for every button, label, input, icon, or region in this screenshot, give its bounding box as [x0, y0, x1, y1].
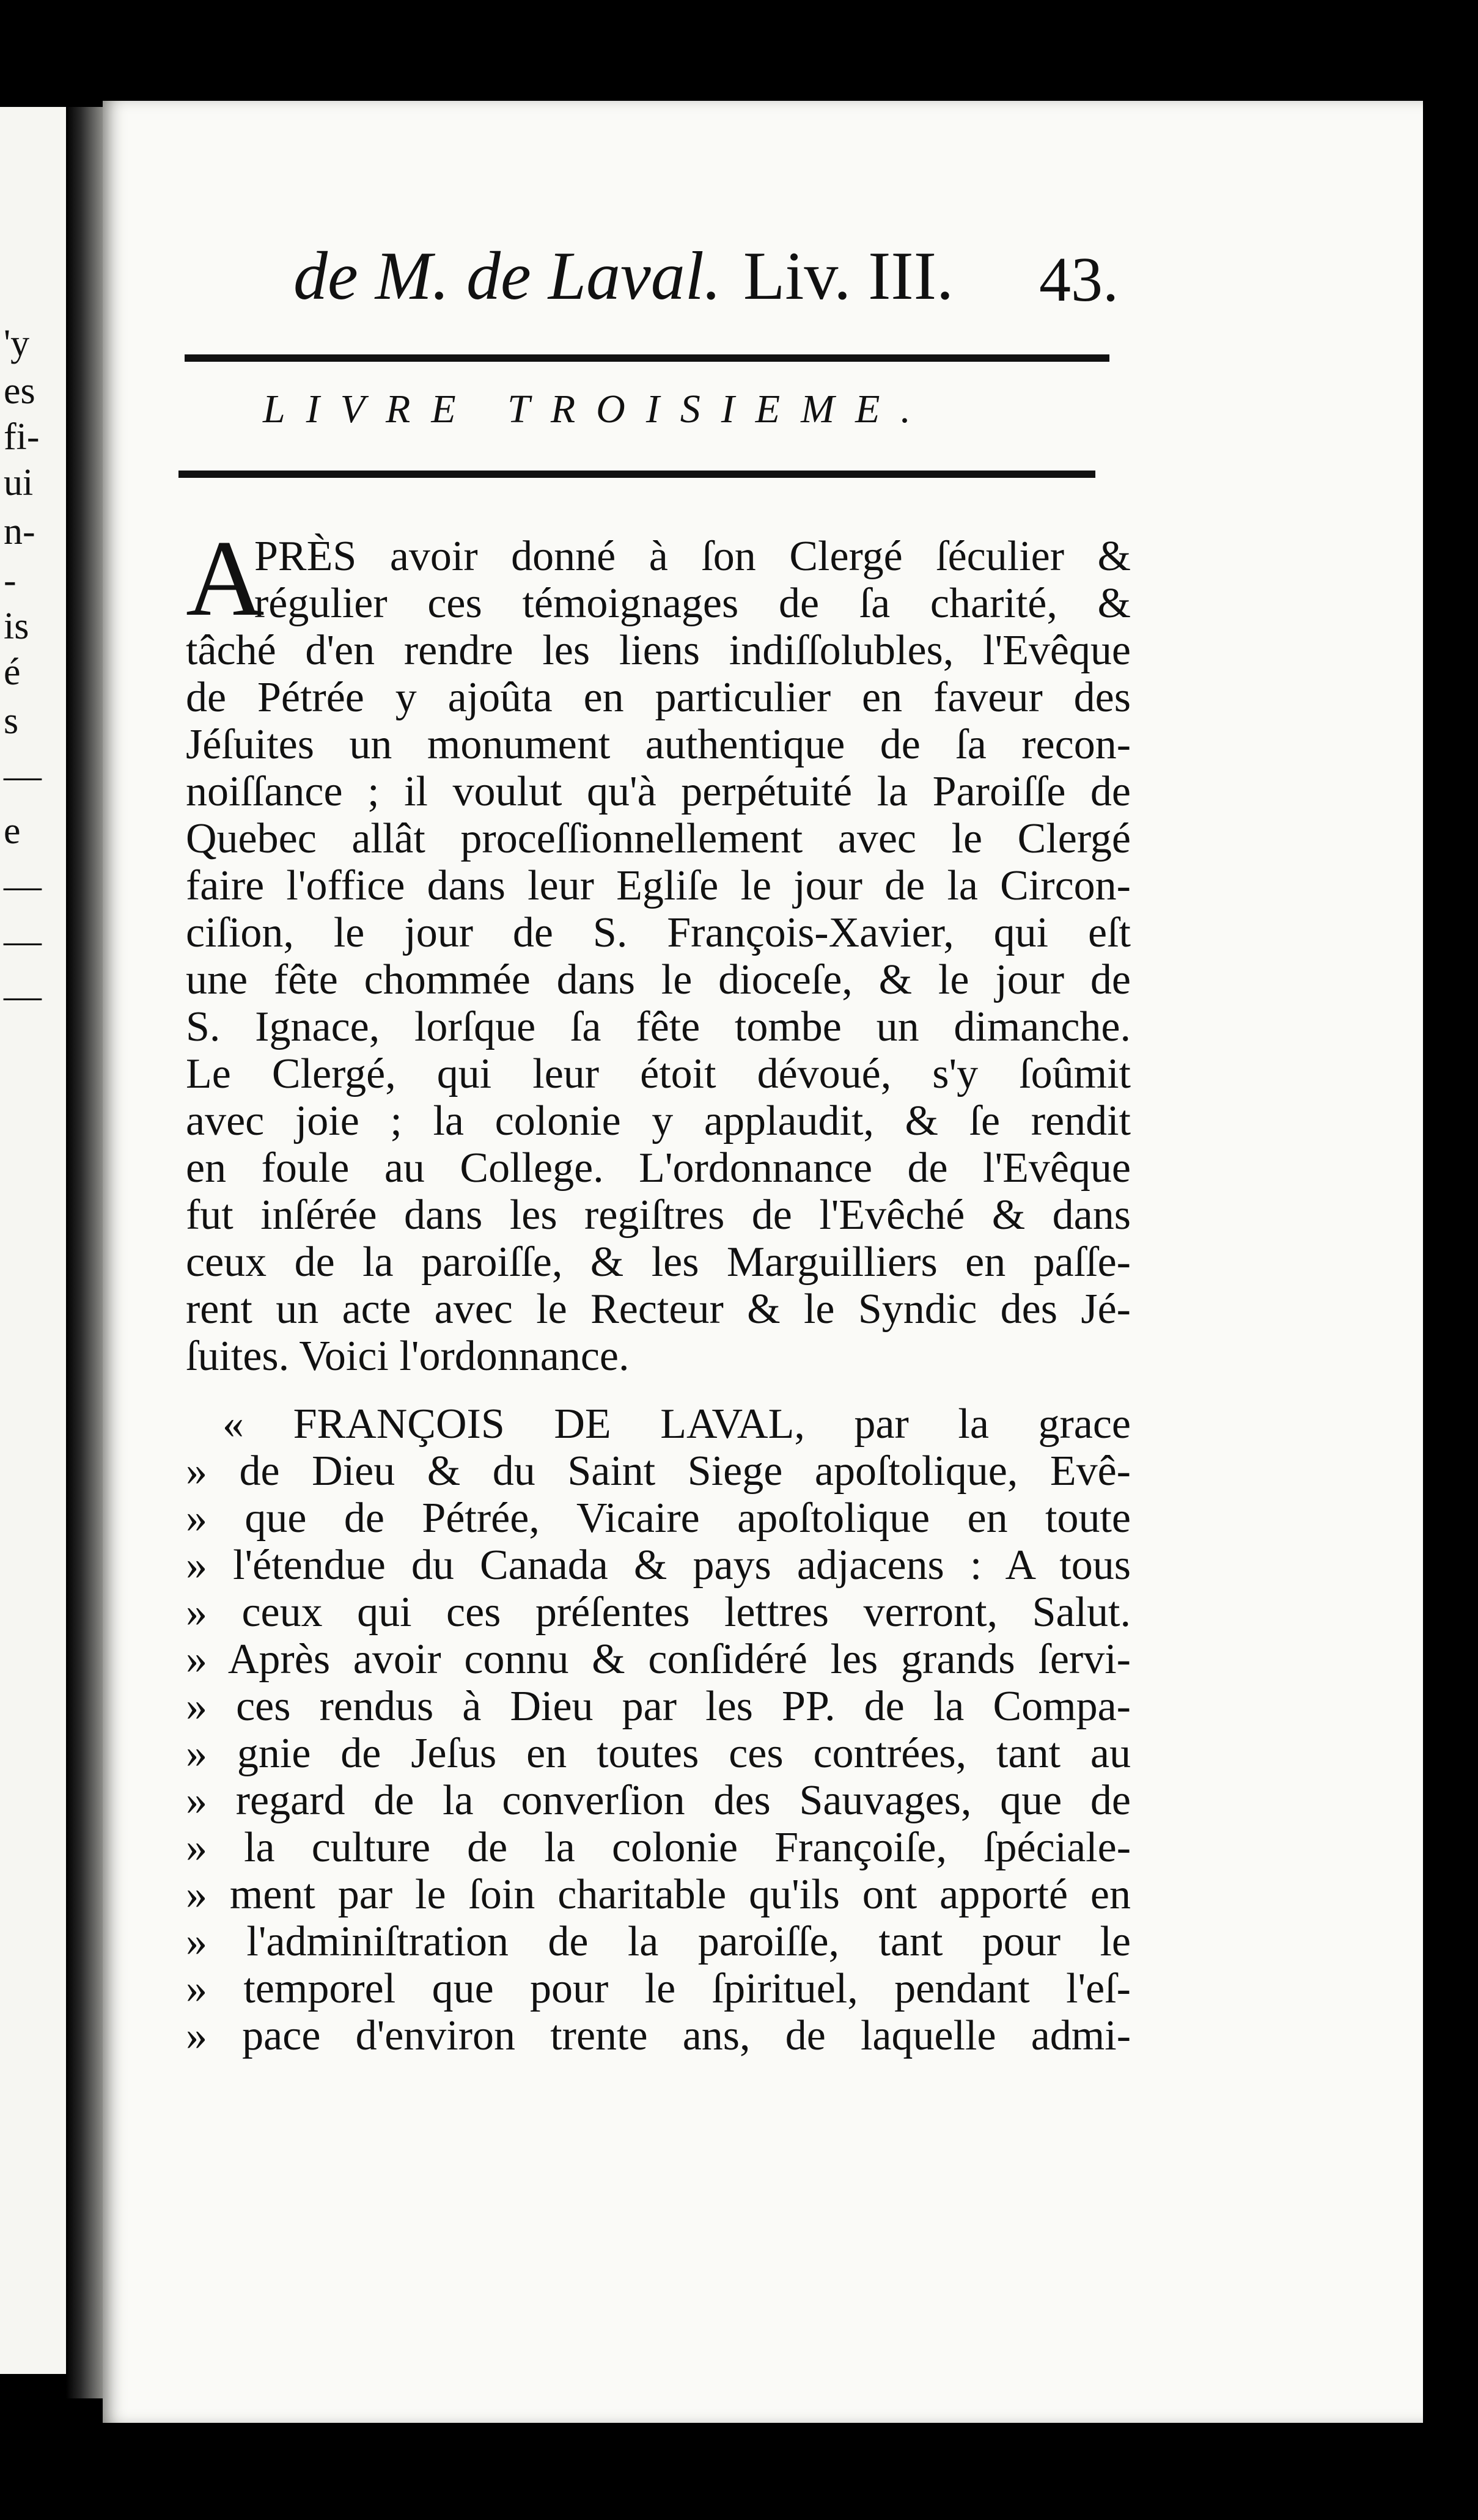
text-line: » ment par le ſoin charitable qu'ils ont apporté en [186, 1871, 1131, 1918]
left-page-edge [0, 107, 66, 2374]
fragment: ui [4, 462, 34, 504]
text-line: rent un acte avec le Recteur & le Syndic des Jé- [186, 1286, 1131, 1333]
text-line: » l'étendue du Canada & pays adjacens : A tous [186, 1542, 1131, 1589]
text-line: tâché d'en rendre les liens indiſſolubles, l'Evêque [186, 627, 1131, 674]
text-line: Quebec allât proceſſionnellement avec le Clergé [186, 815, 1131, 862]
ordinance-quote [186, 1401, 1131, 2059]
text-line: faire l'office dans leur Egliſe le jour de la Circon- [186, 862, 1131, 909]
header-rule [185, 354, 1109, 362]
text-line: Le Clergé, qui leur étoit dévoué, s'y ſoûmit [186, 1050, 1131, 1097]
gutter-shadow [66, 107, 103, 2398]
text-line: ceux de la paroiſſe, & les Marguilliers en paſſe- [186, 1239, 1131, 1286]
text-line: ſuites. Voici l'ordonnance. [186, 1333, 630, 1380]
fragment: fi- [4, 416, 40, 458]
text-line: » pace d'environ trente ans, de laquelle admi- [186, 2012, 1131, 2059]
fragment: is [4, 606, 29, 647]
text-line: » l'adminiſtration de la paroiſſe, tant pour le [186, 1918, 1131, 1965]
fragment: - [4, 560, 17, 601]
book-title: LIVRE TROISIEME. [263, 387, 932, 431]
paragraph [186, 533, 1131, 1380]
fragment: n- [4, 511, 35, 552]
text-line: » Après avoir connu & conſidéré les grands ſervi- [186, 1636, 1131, 1683]
running-head-right: Liv. III. [743, 238, 954, 314]
text-line: » ceux qui ces préſentes lettres verront, Salut. [186, 1589, 1131, 1636]
text-line: » gnie de Jeſus en toutes ces contrées, tant au [186, 1730, 1131, 1777]
fragment: 'y [4, 323, 30, 364]
page-number: 43. [1039, 244, 1119, 315]
fragment: — [4, 920, 42, 962]
text-line: avec joie ; la colonie y applaudit, & ſe rendit [186, 1097, 1131, 1145]
text-line: » ces rendus à Dieu par les PP. de la Compa- [186, 1683, 1131, 1730]
body-text [186, 533, 1131, 2059]
text-line: fut inſérée dans les regiſtres de l'Evêché & dans [186, 1192, 1131, 1239]
title-rule [178, 471, 1095, 478]
text-line: » regard de la converſion des Sauvages, que de [186, 1777, 1131, 1824]
text-line: » temporel que pour le ſpirituel, pendant l'eſ- [186, 1965, 1131, 2012]
text-line: une fête chommée dans le dioceſe, & le jour de [186, 956, 1131, 1003]
text-line: régulier ces témoignages de ſa charité, & [254, 580, 1131, 627]
drop-cap: A [186, 518, 265, 639]
text-line: » la culture de la colonie Françoiſe, ſpéciale- [186, 1824, 1131, 1871]
text-line: « FRANÇOIS DE LAVAL, par la grace [222, 1401, 1131, 1448]
text-line: » que de Pétrée, Vicaire apoſtolique en toute [186, 1495, 1131, 1542]
fragment: — [4, 865, 42, 907]
fragment: e [4, 810, 21, 852]
text-line: S. Ignace, lorſque ſa fête tombe un dimanche. [186, 1003, 1131, 1050]
running-head [293, 237, 954, 316]
running-head-left: de M. de Laval. [293, 238, 721, 314]
text-line: en foule au College. L'ordonnance de l'Evêque [186, 1145, 1131, 1192]
fragment: — [4, 755, 42, 797]
text-line: noiſſance ; il voulut qu'à perpétuité la Paroiſſe de [186, 768, 1131, 815]
fragment: é [4, 651, 21, 693]
text-line: PRÈS avoir donné à ſon Clergé ſéculier & [254, 533, 1131, 580]
fragment: s [4, 700, 19, 742]
text-line: de Pétrée y ajoûta en particulier en faveur des [186, 674, 1131, 721]
text-line: ciſion, le jour de S. François-Xavier, qui eſt [186, 909, 1131, 956]
fragment: — [4, 975, 42, 1017]
text-line: Jéſuites un monument authentique de ſa recon- [186, 721, 1131, 768]
text-line: » de Dieu & du Saint Siege apoſtolique, Evê- [186, 1448, 1131, 1495]
fragment: es [4, 370, 35, 412]
